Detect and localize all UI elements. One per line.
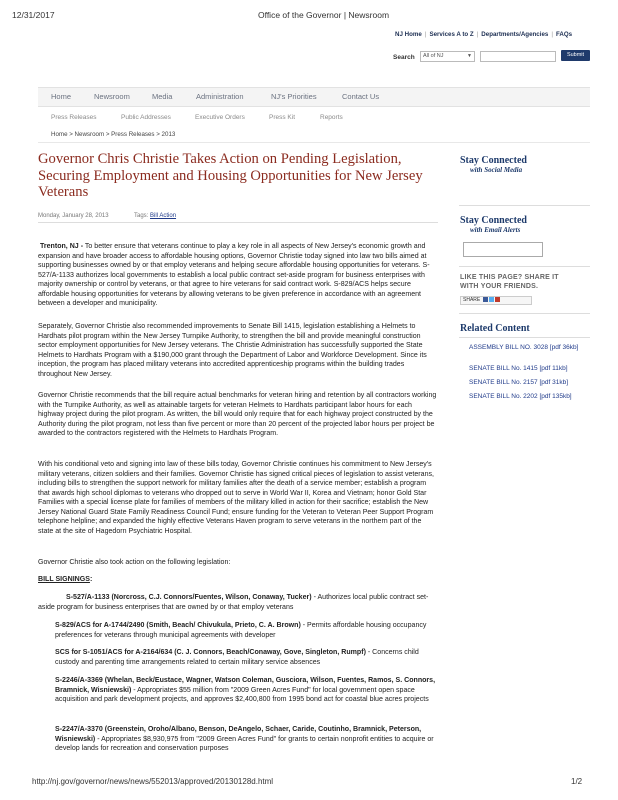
divider — [459, 266, 590, 267]
article-meta — [38, 213, 438, 223]
bill-id: S-2246/A-3369 (Whelan, Beck/Eustace, Wagner, Watson Coleman, Gusciora, Wilson, Fuentes, Ramos, S. Connors, Bramnick, Wisniewski) — [55, 677, 436, 694]
stay-connected-email-title: Stay Connected — [460, 215, 527, 226]
print-date: 12/31/2017 — [12, 10, 55, 20]
bill-signings-colon: : — [89, 576, 93, 583]
dateline: Trenton, NJ - — [39, 243, 84, 250]
email-icon — [495, 297, 500, 302]
article-paragraph: Separately, Governor Christie also recommended improvements to Senate Bill 1415, legislation establishing a Helmets to Hardhats pilot program within the New Jersey Turnpike Authority, to strengthen the bill and provide meaningful construction sector employment opportunities for New Jersey veterans. The Christie Administration has successfully supported the State Helmets to Hardhats Program with a $190,000 grant through the Department of Labor and Workforce Development. Since its inception, the program has placed military veterans into accredited apprenticeship programs within the building trades throughout New Jersey. — [38, 323, 427, 378]
twitter-icon — [489, 297, 494, 302]
article-paragraph — [38, 242, 438, 309]
divider — [38, 142, 590, 143]
top-link-separator: | — [424, 31, 427, 38]
paragraph-text: To better ensure that veterans continue to play a key role in all aspects of New Jersey's economic growth and expansion and have broader access to affordable housing options, Governor Christie today signed into law two bills aimed at supporting businesses owned by or that employ veterans and helping secure affordable housing opportunities for veterans. S-527/A-1133 authorizes local governments to establish a local public contract set-aside program for business enterprises with majority ownership or control by veterans, or that agree to hire veterans for said contract work. S-829/ACS helps secure affordable housing opportunities for veterans by allowing veterans to be given preference in accordance with an agreement between a developer and municipality. — [38, 243, 430, 307]
article-date: Monday, January 28, 2013 — [38, 213, 109, 219]
bill-description: - Concerns child custody and parenting time arrangements related to certain military service absences — [55, 649, 419, 666]
bill-id: S-527/A-1133 (Norcross, C.J. Connors/Fuentes, Wilson, Conaway, Tucker) — [66, 594, 312, 601]
article-paragraph: Governor Christie recommends that the bill require actual benchmarks for veteran hiring and retention by all contractors working with the Turnpike Authority, as well as attainable targets for veteran Helmets to Hardhats participant labor hours for each highway project during the pilot program. As written, the bill would only require that for each highway project constructed by the Authority during the pilot program, not less than five percent or more than 20 percent of the projected labor hours per project be awarded to the contractors registered with the Helmets to Hardhats Program. — [38, 392, 437, 437]
nav-media[interactable]: Media — [152, 92, 173, 101]
subnav-executive-orders[interactable]: Executive Orders — [195, 114, 245, 121]
page-title: Governor Chris Christie Takes Action on Pending Legislation, Securing Employment and Housing Opportunities for New Jersey Veterans — [38, 151, 423, 200]
bill-id: SCS for S-1051/ACS for A-2164/634 (C. J. Connors, Beach/Conaway, Gove, Singleton, Rumpf) — [55, 649, 366, 656]
divider — [459, 313, 590, 314]
related-content-title: Related Content — [460, 323, 530, 334]
bill-item — [38, 593, 438, 612]
bill-signings-label: BILL SIGNINGS — [38, 576, 90, 583]
share-label: SHARE — [463, 297, 481, 303]
bill-item — [55, 725, 438, 754]
stay-connected-email-subtitle[interactable]: with Email Alerts — [470, 226, 521, 234]
share-prompt-line: WITH YOUR FRIENDS. — [460, 283, 539, 290]
bill-description: - Permits affordable housing occupancy preferences for veterans through municipal agreements with developer — [55, 622, 427, 639]
divider — [459, 205, 590, 206]
email-alert-input[interactable] — [463, 242, 543, 257]
top-link-separator: | — [476, 31, 479, 38]
nav-priorities[interactable]: NJ's Priorities — [271, 92, 317, 101]
subnav-public-addresses[interactable]: Public Addresses — [121, 114, 171, 121]
search-label: Search — [393, 54, 415, 61]
top-link-nj-home[interactable]: NJ Home — [395, 31, 422, 38]
article-paragraph: With his conditional veto and signing into law of these bills today, Governor Christie continues his commitment to New Jersey's military veterans, citizen soldiers and their families. Governor Christie has signed critical pieces of legislation to assist veterans, including bills to strengthen the support network for military families after the death of a service member; establish a program that awards high school diplomas to veterans who dropped out to serve in World War II, Korea and Vietnam; honor Gold Star Families with a special license plate for families of members of the military killed in action for their sacrifice; establish the New Jersey National Guard State Family Readiness Council Fund; ensure funding for the Veteran to Veteran Peer Support Program telephone helpline; and expanded the highly effective Veterans Haven program to serve veterans in the northern part of the state at the site of Hagedorn Psychiatric Hospital. — [38, 461, 434, 535]
subnav-reports[interactable]: Reports — [320, 114, 343, 121]
bill-description: - Appropriates $55 million from "2009 Green Acres Fund" for local government open space acquisition and park development projects, and approves $2,400,800 from 1995 bond act for coastal blue acres projects — [55, 686, 429, 703]
article-paragraph: Governor Christie also took action on the following legislation: — [38, 559, 231, 566]
bill-item — [55, 621, 438, 640]
share-prompt — [460, 273, 559, 291]
subnav-press-releases[interactable]: Press Releases — [51, 114, 97, 121]
share-button[interactable] — [460, 296, 532, 305]
nav-newsroom[interactable]: Newsroom — [94, 92, 130, 101]
bill-signings-heading — [38, 575, 438, 585]
search-input[interactable] — [480, 51, 556, 62]
print-page-number: 1/2 — [571, 777, 583, 786]
bill-description: - Authorizes local public contract set-aside program for business enterprises that are owned by or that employ veterans — [38, 594, 429, 611]
nav-administration[interactable]: Administration — [196, 92, 244, 101]
top-link-faqs[interactable]: FAQs — [555, 31, 573, 38]
stay-connected-social-title: Stay Connected — [460, 155, 527, 166]
nav-home[interactable]: Home — [51, 92, 72, 101]
bill-item — [55, 648, 438, 667]
bill-description: - Appropriates $8,930,975 from "2009 Green Acres Fund" for grants to certain nonprofit entities to acquire or develop lands for recreation and conservation purposes — [55, 735, 434, 752]
print-url: http://nj.gov/governor/news/news/552013/approved/20130128d.html — [32, 777, 274, 786]
top-link-departments[interactable]: Departments/Agencies — [481, 31, 549, 38]
top-links — [395, 31, 572, 38]
search-scope-select[interactable] — [420, 51, 475, 62]
top-link-services[interactable]: Services A to Z — [429, 31, 474, 38]
search-scope-value: All of NJ — [423, 53, 444, 59]
stay-connected-social-subtitle[interactable]: with Social Media — [470, 166, 523, 174]
breadcrumb[interactable]: Home > Newsroom > Press Releases > 2013 — [51, 131, 176, 138]
related-link[interactable]: SENATE BILL No. 2157 [pdf 31kb] — [469, 379, 569, 386]
chevron-down-icon: ▼ — [467, 53, 472, 59]
divider — [459, 337, 590, 338]
share-prompt-line: LIKE THIS PAGE? SHARE IT — [460, 274, 559, 281]
print-title: Office of the Governor | Newsroom — [258, 10, 390, 20]
tag-link-bill-action[interactable]: Bill Action — [150, 213, 177, 219]
bill-id: S-2247/A-3370 (Greenstein, Oroho/Albano, Benson, DeAngelo, Schaer, Caride, Coutinho, Bramnick, Peterson, Wisniewski) — [55, 726, 422, 743]
subnav-press-kit[interactable]: Press Kit — [269, 114, 296, 121]
article-tags — [134, 213, 176, 219]
top-link-separator: | — [551, 31, 553, 38]
related-link[interactable]: ASSEMBLY BILL NO. 3028 [pdf 36kb] — [469, 344, 579, 351]
related-link[interactable]: SENATE BILL No. 2202 [pdf 135kb] — [469, 393, 572, 400]
search-submit-button[interactable]: Submit — [561, 50, 590, 61]
tags-label: Tags: — [134, 213, 149, 219]
bill-item — [55, 676, 438, 705]
nav-contact[interactable]: Contact Us — [342, 92, 380, 101]
facebook-icon — [483, 297, 488, 302]
related-link[interactable]: SENATE BILL No. 1415 [pdf 11kb] — [469, 365, 568, 372]
bill-id: S-829/ACS for A-1744/2490 (Smith, Beach/ Chivukula, Prieto, C. A. Brown) — [55, 622, 301, 629]
